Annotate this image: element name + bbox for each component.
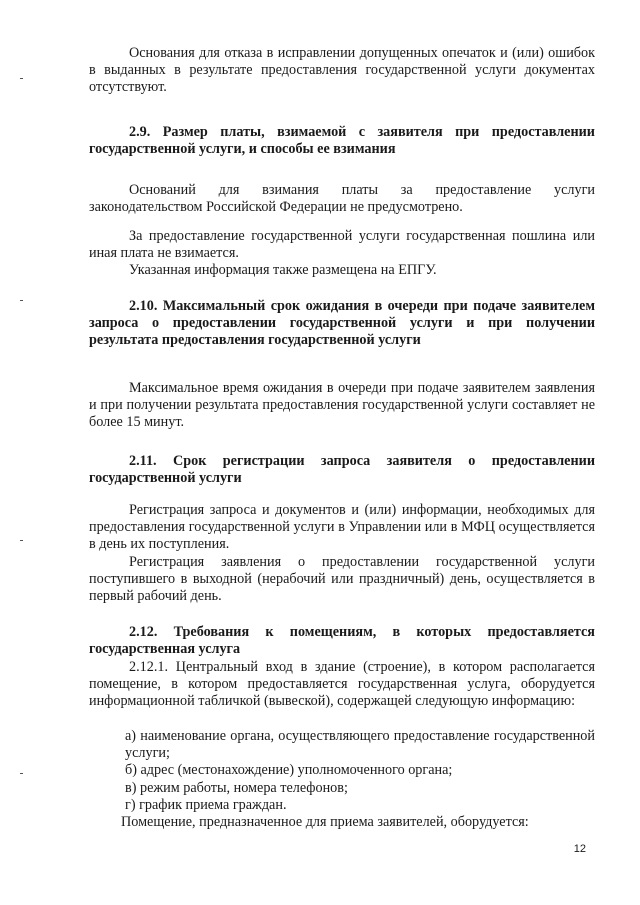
- list-item: в) режим работы, номера телефонов;: [125, 779, 348, 796]
- section-2-11-paragraph-1: Регистрация запроса и документов и (или) информации, необходимых для предоставления государственной услуги в Управлении или в МФЦ осуществляется в день их поступления.: [89, 502, 595, 553]
- section-2-10-heading: 2.10. Максимальный срок ожидания в очереди при подаче заявителем запроса о предоставлении государственной услуги и при получении результата предоставления государственной услуги: [89, 298, 595, 349]
- list-item: а) наименование органа, осуществляющего предоставление государственной услуги;: [125, 728, 595, 762]
- section-2-9-paragraph-1: Оснований для взимания платы за предоставление услуги законодательством Российской Федерации не предусмотрено.: [89, 182, 595, 216]
- section-2-12-body: [89, 659, 595, 711]
- section-2-9-body: [89, 182, 595, 216]
- section-2-11-body: [89, 502, 595, 605]
- section-2-12-list: [89, 728, 595, 814]
- section-2-12: [89, 624, 595, 658]
- section-2-9-paragraph-3: Указанная информация также размещена на ЕПГУ.: [129, 262, 437, 279]
- section-2-12-paragraph-2: Помещение, предназначенное для приема заявителей, оборудуется:: [121, 814, 529, 830]
- section-2-10: [89, 298, 595, 350]
- section-2-11-paragraph-2: Регистрация заявления о предоставлении государственной услуги поступившего в выходной (нерабочий или праздничный) день, осуществляется в первый рабочий день.: [89, 553, 595, 605]
- section-2-9: [89, 124, 595, 158]
- section-2-11: [89, 453, 595, 487]
- section-2-12-paragraph-1: 2.12.1. Центральный вход в здание (строение), в котором располагается помещение, в котором предоставляется государственная услуга, оборудуется информационной табличкой (вывеской), содержащей следующую информацию:: [89, 659, 595, 710]
- list-item: б) адрес (местонахождение) уполномоченного органа;: [125, 762, 453, 779]
- section-2-9-body-2: [89, 228, 595, 280]
- section-2-12-heading: 2.12. Требования к помещениям, в которых предоставляется государственная услуга: [89, 624, 595, 658]
- section-2-10-body: [89, 380, 595, 432]
- section-2-11-heading: 2.11. Срок регистрации запроса заявителя о предоставлении государственной услуги: [89, 453, 595, 487]
- section-2-9-heading: 2.9. Размер платы, взимаемой с заявителя при предоставлении государственной услуги, и способы ее взимания: [89, 124, 595, 158]
- scan-mark: [20, 773, 23, 774]
- list-item: г) график приема граждан.: [125, 796, 287, 813]
- intro-paragraph: [89, 45, 595, 97]
- section-2-9-paragraph-2: За предоставление государственной услуги государственная пошлина или иная плата не взимается.: [89, 228, 595, 262]
- section-2-10-paragraph-1: Максимальное время ожидания в очереди при подаче заявителем заявления и при получении результата предоставления государственной услуги составляет не более 15 минут.: [89, 380, 595, 431]
- scan-mark: [20, 78, 23, 79]
- intro-text: Основания для отказа в исправлении допущенных опечаток и (или) ошибок в выданных в результате предоставления государственной услуги документах отсутствуют.: [89, 45, 595, 96]
- section-2-12-body-2: [89, 814, 595, 831]
- scan-mark: [20, 300, 23, 301]
- scan-mark: [20, 540, 23, 541]
- page-number: 12: [573, 843, 586, 855]
